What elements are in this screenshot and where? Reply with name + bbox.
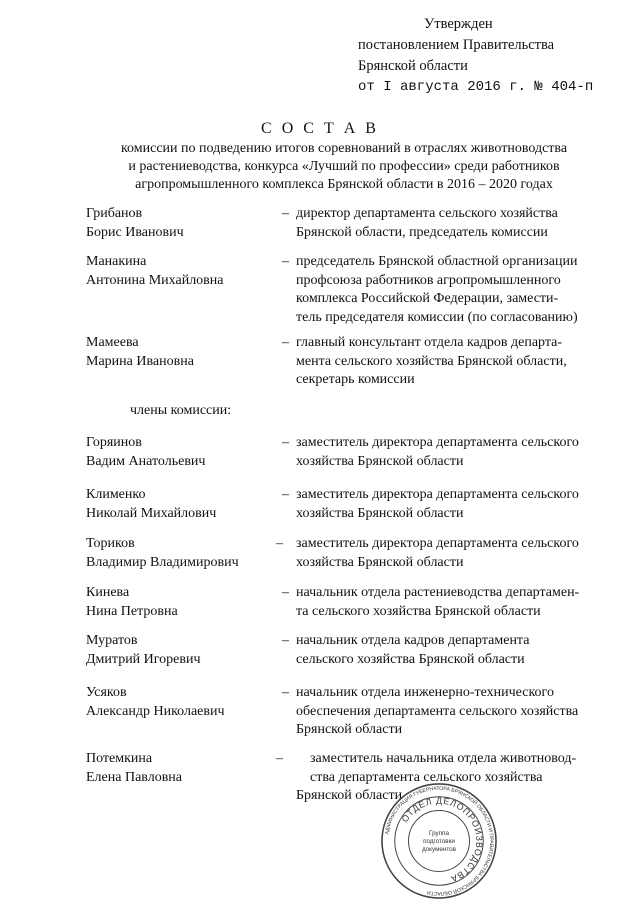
person-role [296, 632, 606, 669]
surname: Грибанов [86, 206, 143, 221]
approval-line-2: постановлением Правительства [358, 37, 555, 53]
role-line: председатель Брянской областной организации [296, 254, 578, 269]
person-name [86, 750, 286, 787]
document-title: С О С Т А В [261, 120, 379, 137]
dash: – [282, 206, 289, 221]
stamp-ring-text: ОТДЕЛ ДЕЛОПРОИЗВОДСТВА [399, 795, 485, 885]
role-line: заместитель директора департамента сельского [296, 487, 579, 502]
approval-block [358, 14, 593, 98]
dash: – [282, 335, 289, 350]
given-names: Марина Ивановна [86, 353, 194, 369]
role-line: начальник отдела кадров департамента [296, 633, 530, 648]
given-names: Вадим Анатольевич [86, 453, 206, 469]
role-line: сельского хозяйства Брянской области [296, 651, 525, 667]
role-line: хозяйства Брянской области [296, 505, 464, 521]
role-line: директор департамента сельского хозяйства [296, 206, 558, 221]
given-names: Николай Михайлович [86, 505, 217, 521]
surname: Мамеева [86, 335, 139, 350]
role-line: Брянской области [296, 722, 403, 737]
subtitle-line-2: и растениеводства, конкурса «Лучший по профессии» среди работников [128, 159, 560, 174]
approval-line-3: Брянской области [358, 58, 468, 74]
person-role [296, 205, 606, 242]
surname: Клименко [86, 487, 146, 502]
role-line: та сельского хозяйства Брянской области [296, 603, 541, 619]
role-line: Брянской области, председатель комиссии [296, 224, 548, 240]
person-name [86, 684, 286, 721]
person-name [86, 253, 286, 290]
role-line: ства департамента сельского хозяйства [310, 769, 543, 785]
dash: – [282, 254, 289, 269]
dash: – [282, 435, 289, 450]
role-line: начальник отдела растениеводства департамен- [296, 585, 580, 600]
approval-line-4: от I августа 2016 г. № 404-п [358, 79, 594, 95]
role-line: обеспечения департамента сельского хозяйства [296, 703, 579, 719]
document-subtitle [84, 140, 604, 194]
person-role [296, 535, 606, 572]
person-name [86, 334, 286, 371]
role-line: начальник отдела инженерно-технического [296, 685, 554, 700]
given-names: Дмитрий Игоревич [86, 651, 201, 667]
approval-line-1: Утвержден [424, 16, 493, 32]
surname: Усяков [86, 685, 127, 700]
surname: Муратов [86, 633, 138, 648]
role-line: секретарь комиссии [296, 372, 415, 387]
person-name [86, 205, 286, 242]
surname: Манакина [86, 254, 147, 269]
dash: – [282, 685, 289, 700]
person-role [296, 486, 606, 523]
stamp-outer-text: АДМИНИСТРАЦИЯ ГУБЕРНАТОРА БРЯНСКОЙ ОБЛАСТИ И ПРАВИТЕЛЬСТВА БРЯНСКОЙ ОБЛАСТИ [384, 785, 495, 897]
given-names: Антонина Михайловна [86, 272, 224, 288]
role-line: мента сельского хозяйства Брянской области, [296, 353, 567, 369]
given-names: Нина Петровна [86, 603, 178, 619]
stamp-center-line: подготовки [423, 837, 455, 845]
person-name [86, 535, 286, 572]
dash: – [276, 751, 283, 766]
person-name [86, 632, 286, 669]
surname: Горяинов [86, 435, 142, 450]
person-role [296, 584, 606, 621]
given-names: Александр Николаевич [86, 703, 225, 719]
role-line: тель председателя комиссии (по согласованию) [296, 309, 578, 325]
stamp-center-line: Группа [429, 830, 449, 838]
dash: – [282, 487, 289, 502]
role-line: хозяйства Брянской области [296, 554, 464, 570]
stamp-center-line: документов [422, 845, 456, 853]
surname: Ториков [86, 536, 135, 551]
subtitle-line-3: агропромышленного комплекса Брянской области в 2016 – 2020 годах [135, 177, 553, 192]
role-line: заместитель директора департамента сельского [296, 536, 579, 551]
role-line: хозяйства Брянской области [296, 453, 464, 469]
person-role [296, 684, 606, 740]
person-role [296, 434, 606, 471]
surname: Потемкина [86, 751, 153, 766]
person-name [86, 584, 286, 621]
subtitle-line-1: комиссии по подведению итогов соревнований в отраслях животноводства [120, 141, 568, 156]
dash: – [276, 536, 283, 551]
role-line: Брянской области [296, 788, 403, 803]
person-name [86, 434, 286, 471]
given-names: Елена Павловна [86, 769, 183, 785]
person-role [296, 253, 606, 327]
given-names: Борис Иванович [86, 224, 184, 240]
role-line: заместитель директора департамента сельского [296, 435, 579, 450]
person-name [86, 486, 286, 523]
members-label: члены комиссии: [130, 403, 232, 418]
role-line: главный консультант отдела кадров департа- [296, 335, 563, 350]
dash: – [282, 585, 289, 600]
person-role [296, 334, 606, 390]
surname: Кинева [86, 585, 130, 600]
role-line: комплекса Российской Федерации, замести- [296, 291, 559, 306]
dash: – [282, 633, 289, 648]
official-stamp [380, 782, 498, 900]
given-names: Владимир Владимирович [86, 554, 239, 570]
role-line: профсоюза работников агропромышленного [296, 272, 561, 288]
role-line: заместитель начальника отдела животновод- [310, 751, 577, 766]
